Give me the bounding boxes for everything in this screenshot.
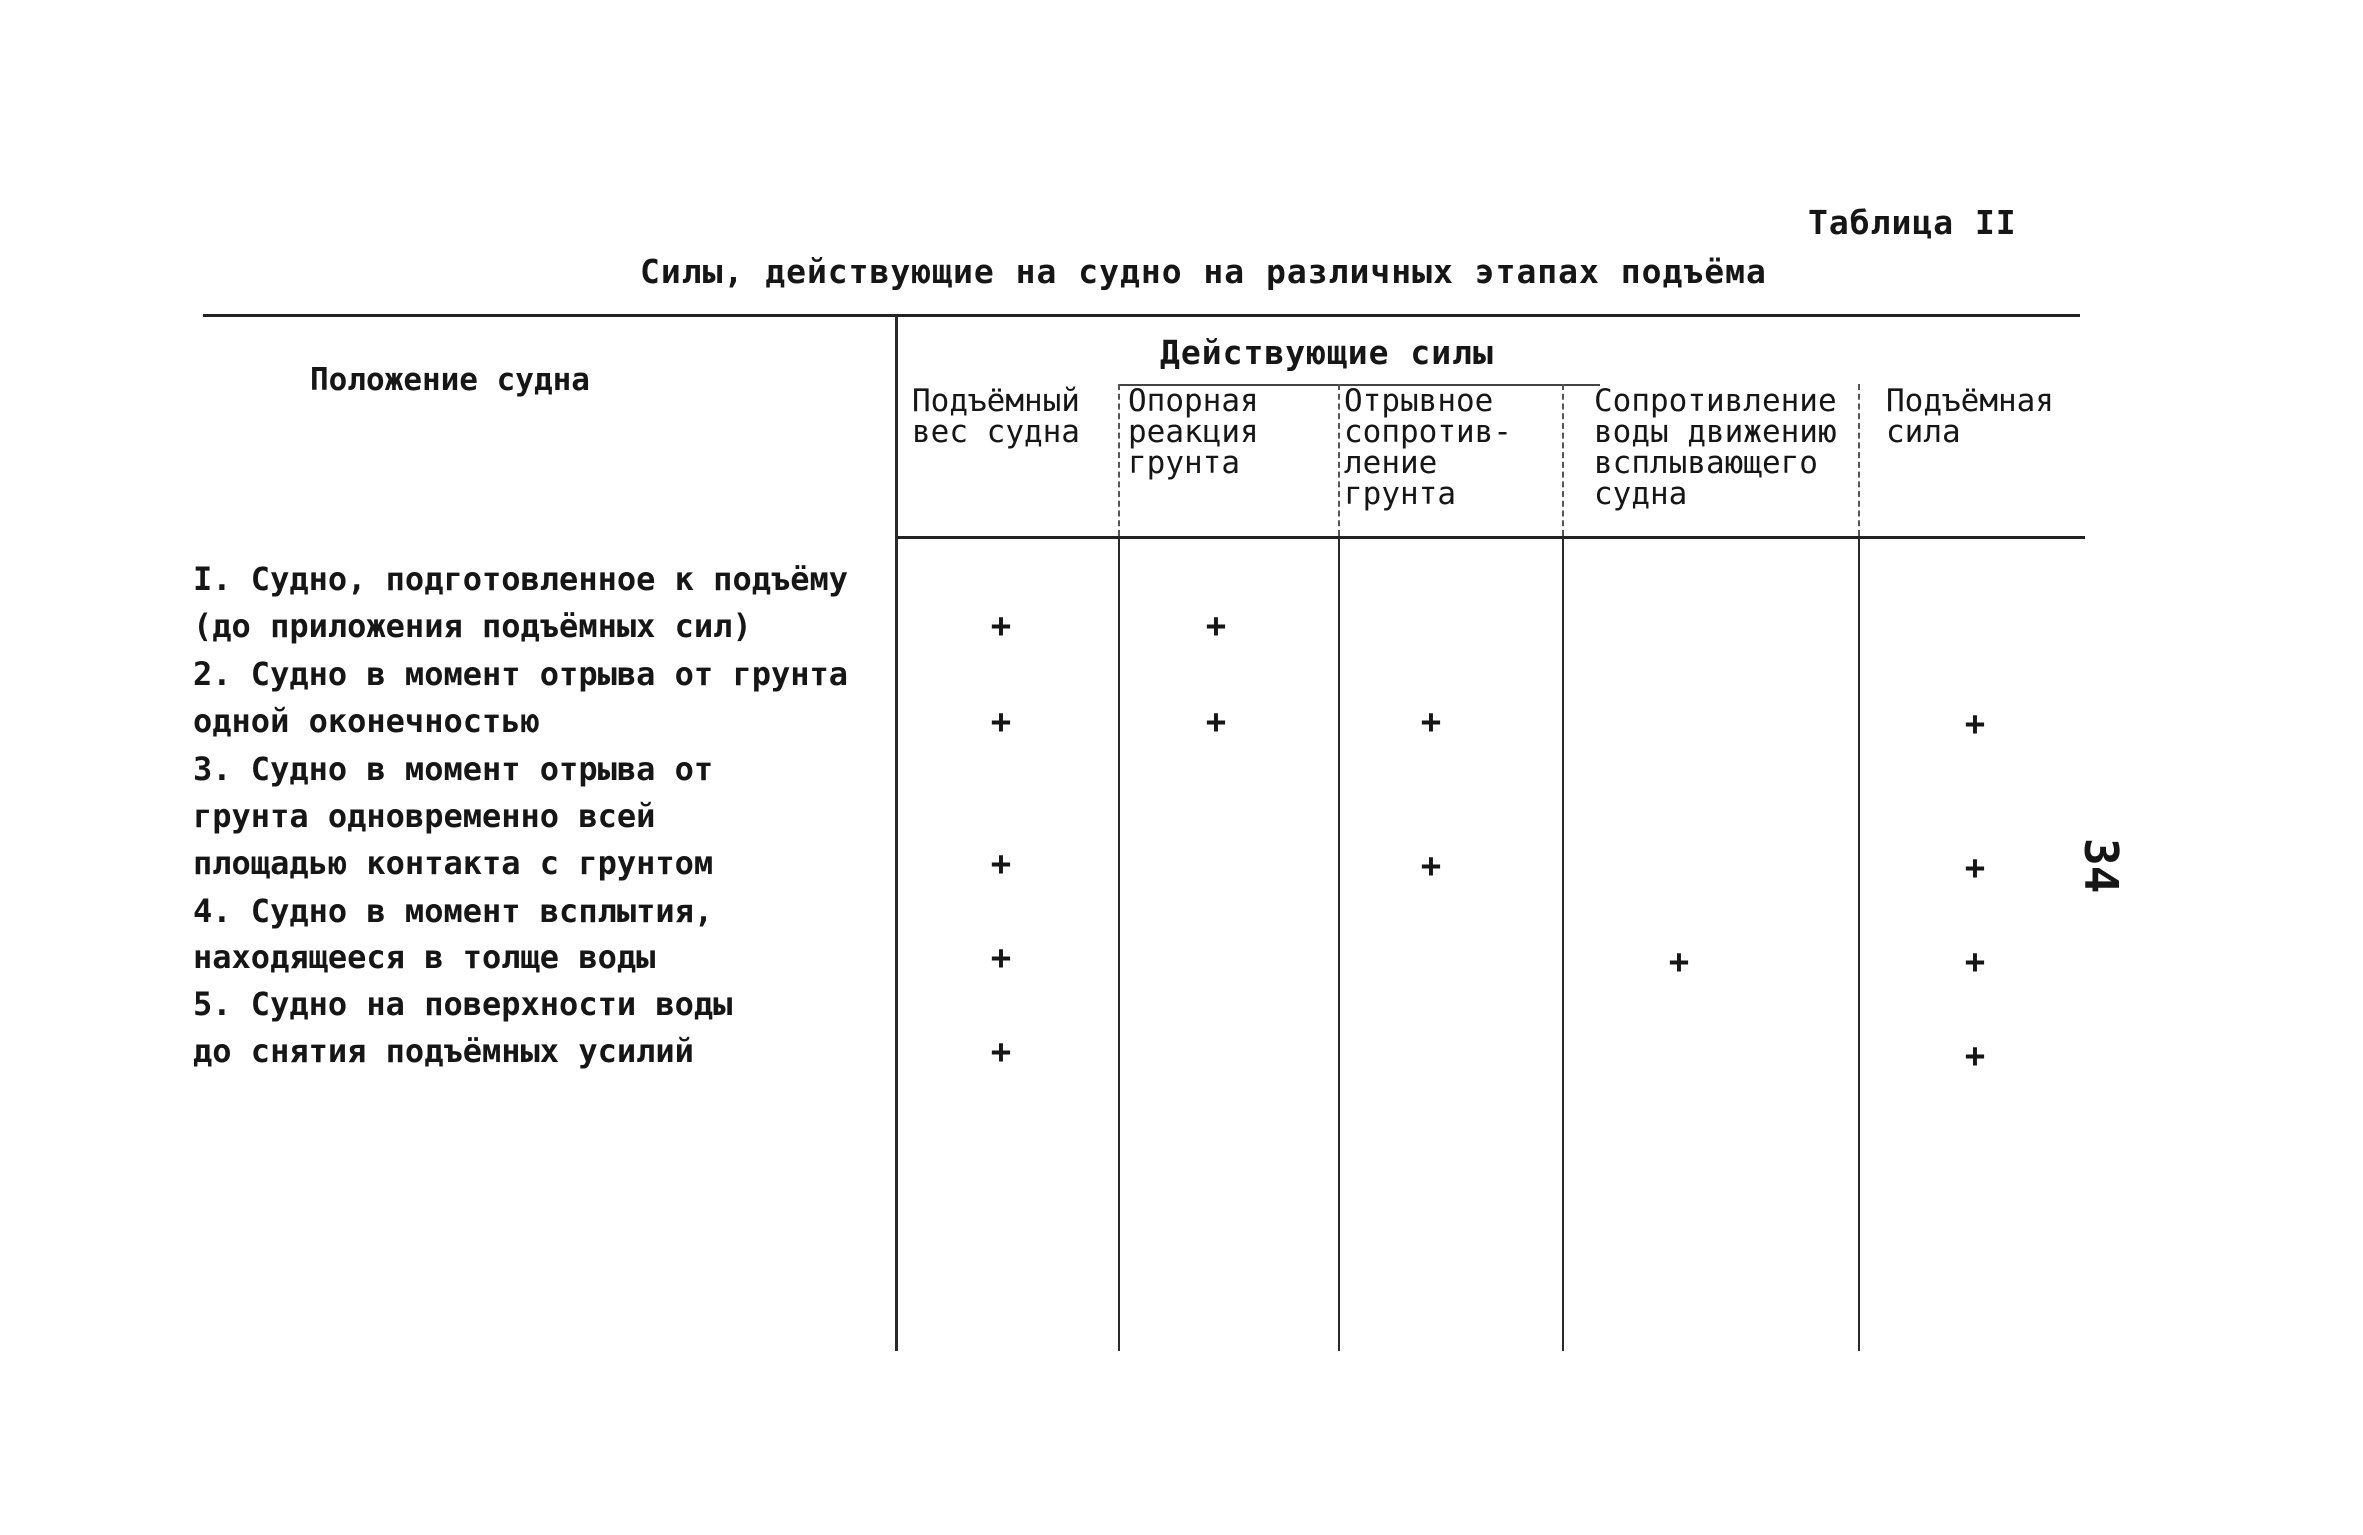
- column-header-water-resistance: Сопротивление воды движению всплывающего судна: [1594, 383, 1837, 512]
- header-bottom-rule: [895, 536, 2085, 539]
- row-1-line-1: I. Судно, подготовленное к подъёму: [193, 560, 849, 598]
- table-top-rule: [203, 314, 2080, 317]
- row-1-line-2: (до приложения подъёмных сил): [193, 607, 752, 645]
- column-divider-3: [1562, 538, 1564, 1351]
- column-header-lifting-weight: Подъёмный вес судна: [912, 383, 1080, 450]
- column-header-lifting-force: Подъёмная сила: [1886, 383, 2054, 450]
- row-3-mark-lifting-force: +: [1964, 848, 1986, 888]
- table-title: Силы, действующие на судно на различных этапах подъёма: [640, 252, 1767, 291]
- row-2-line-1: 2. Судно в момент отрыва от грунта: [193, 655, 849, 693]
- column-header-ground-reaction: Опорная реакция грунта: [1128, 383, 1259, 481]
- row-2-mark-breakout-resistance: +: [1420, 702, 1442, 742]
- row-3-line-1: 3. Судно в момент отрыва от: [193, 750, 714, 788]
- row-4-mark-water-resistance: +: [1668, 942, 1690, 982]
- column-divider-2-header: [1338, 384, 1340, 536]
- row-1-mark-ground-reaction: +: [1205, 606, 1227, 646]
- row-5-line-1: 5. Судно на поверхности воды: [193, 985, 733, 1023]
- row-2-mark-lifting-weight: +: [990, 702, 1012, 742]
- row-3-mark-lifting-weight: +: [990, 844, 1012, 884]
- table-label: Таблица II: [1808, 203, 2017, 242]
- page-number: 34: [2074, 838, 2128, 894]
- row-5-mark-lifting-weight: +: [990, 1032, 1012, 1072]
- column-divider-2: [1338, 538, 1340, 1351]
- row-3-mark-breakout-resistance: +: [1420, 846, 1442, 886]
- position-column-header: Положение судна: [310, 362, 590, 398]
- column-divider-1-header: [1118, 384, 1120, 536]
- row-4-mark-lifting-weight: +: [990, 938, 1012, 978]
- column-divider-main: [895, 316, 898, 1351]
- row-3-line-2: грунта одновременно всей: [193, 797, 656, 835]
- column-divider-3-header: [1562, 384, 1564, 536]
- column-divider-4-header: [1858, 384, 1860, 536]
- column-header-breakout-resistance: Отрывное сопротив- ление грунта: [1344, 383, 1512, 512]
- row-2-mark-lifting-force: +: [1964, 704, 1986, 744]
- row-2-mark-ground-reaction: +: [1205, 702, 1227, 742]
- row-3-line-3: площадью контакта с грунтом: [193, 844, 714, 882]
- row-5-line-2: до снятия подъёмных усилий: [193, 1032, 694, 1070]
- row-4-line-2: находящееся в толще воды: [193, 938, 656, 976]
- column-divider-1: [1118, 538, 1120, 1351]
- forces-group-header: Действующие силы: [1160, 333, 1494, 372]
- row-5-mark-lifting-force: +: [1964, 1036, 1986, 1076]
- row-2-line-2: одной оконечностью: [193, 702, 540, 740]
- column-divider-4: [1858, 538, 1860, 1351]
- row-4-mark-lifting-force: +: [1964, 942, 1986, 982]
- row-1-mark-lifting-weight: +: [990, 606, 1012, 646]
- row-4-line-1: 4. Судно в момент всплытия,: [193, 892, 714, 930]
